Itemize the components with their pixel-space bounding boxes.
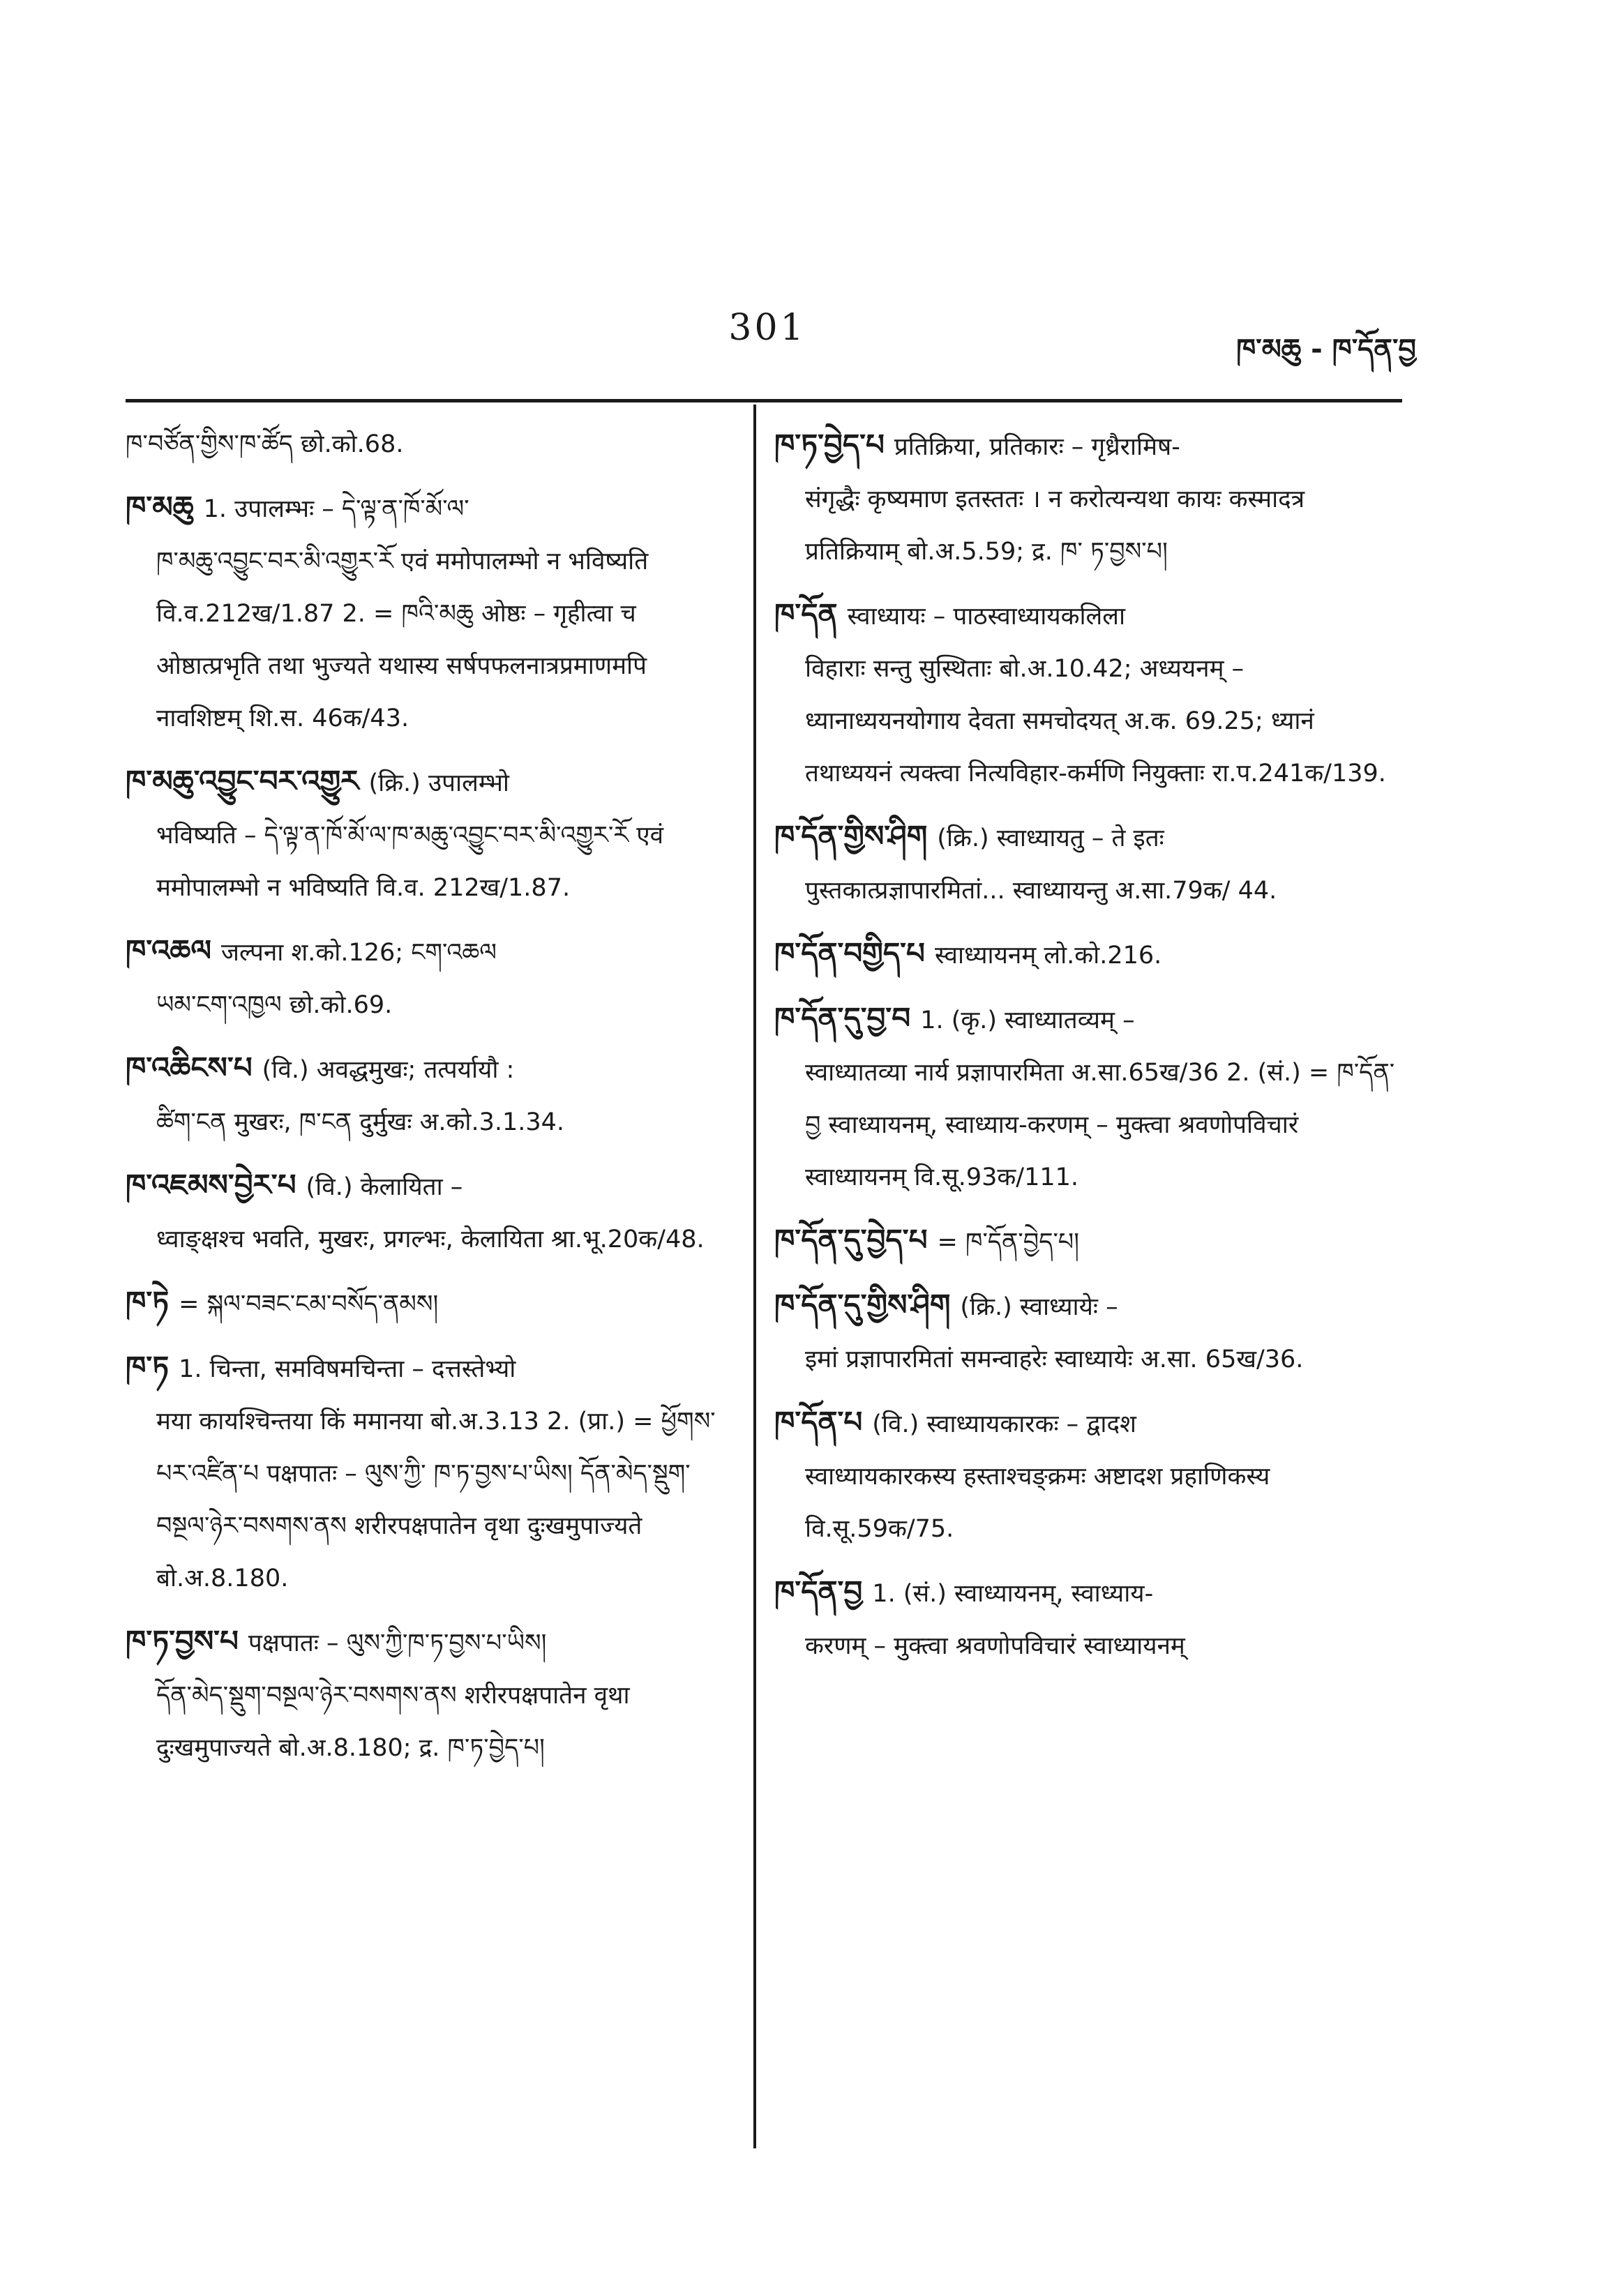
left-column [126, 419, 739, 1784]
definition-continuation: ཡམ་ངག་འཁྱལ छो.को.69. [156, 991, 393, 1019]
entry-first-line [774, 992, 1402, 1047]
headword: ཁ་དོན་དུ་བྱེད་པ [774, 1223, 928, 1257]
definition-start: (वि.) अवद्धमुखः; तत्पर्यायौ : [262, 1056, 515, 1084]
entry-first-line [774, 1214, 1402, 1269]
definition-continuation: संगृद्धैः कृष्यमाण इतस्ततः । न करोत्यन्यथा कायः कस्मादत्र प्रतिक्रियाम् बो.अ.5.59; द्र. ཁ་ ཏ་བྱས་པ། [805, 485, 1305, 566]
dictionary-entry [774, 1565, 1402, 1673]
dictionary-entry [126, 1341, 739, 1605]
headword: ཁ་དོན་པ [774, 1405, 863, 1439]
definition-continuation: विहाराः सन्तु सुस्थिताः बो.अ.10.42; अध्ययनम् – ध्यानाध्ययनयोगाय देवता समचोदयत् अ.क. 69.25; ध्यानं तथाध्ययनं त्यक्त्वा नित्यविहार-कर्मणि नियुक्ताः रा.प.241क/139. [805, 655, 1386, 788]
dictionary-entry [126, 1041, 739, 1149]
definition-start: जल्पना श.को.126; ངག་འཆལ [220, 939, 497, 967]
top-rule [126, 399, 1402, 402]
headword: ཁ་ཏེ [126, 1285, 170, 1319]
entry-first-line [126, 1615, 739, 1670]
definition-start: = ཁ་དོན་བྱེད་པ། [937, 1228, 1080, 1256]
entry-first-line [126, 924, 739, 979]
definition-continuation: ध्वाङ्क्षश्च भवति, मुखरः, प्रगल्भः, केलायिता श्रा.भू.20क/48. [156, 1226, 705, 1253]
headword: ཁ་དོན་བྱ [774, 1574, 863, 1608]
entry-first-line [774, 1396, 1402, 1451]
definition-continuation: पुस्तकात्प्रज्ञापारमितां... स्वाध्यायन्तु अ.सा.79क/ 44. [805, 877, 1277, 905]
headword: ཁ་དོན་བགྱིད་པ [774, 936, 925, 970]
definition-continuation: स्वाध्यातव्या नार्य प्रज्ञापारमिता अ.सा.65ख/36 2. (सं.) = ཁ་དོན་བྱ स्वाध्यायनम्, स्वाध्याय-करणम् – मुक्त्वा श्रवणोपविचारं स्वाध्यायनम् वि.सू.93क/111. [805, 1059, 1395, 1191]
definition-start: ཁ་བཙོན་གྱིས་ཁ་ཚོད छो.को.68. [126, 430, 404, 458]
headword: ཁ་མཆུ་འབྱུང་བར་འགྱུར [126, 764, 359, 798]
entry-first-line [774, 588, 1402, 643]
headword: ཁ་ཏ་བྱེད་པ [774, 428, 885, 462]
headword: ཁ་དོན་དུ་གྱིས་ཤིག [774, 1288, 951, 1322]
headword: ཁ་འཆལ [126, 933, 211, 967]
dictionary-entry [774, 992, 1402, 1204]
definition-continuation: དོན་མེད་སྡུག་བསྔལ་ཉེར་བསགས་ནས शरीरपक्षपातेन वृथा दुःखमुपाज्यते बो.अ.8.180; द्र. ཁ་ཏ་བྱེད་པ། [156, 1682, 630, 1762]
page-number: 301 [728, 307, 806, 349]
definition-continuation: मया कायश्चिन्तया किं ममानया बो.अ.3.13 2. (प्रा.) = ཕྱོགས་པར་འཛིན་པ पक्षपातः – ལུས་ཀྱི་ ཁ་ཏ་བྱས་པ་ཡིས། དོན་མེད་སྡུག་བསྔལ་ཉེར་བསགས་ནས शरीरपक्षपातेन वृथा दुःखमुपाज्यते बो.अ.8.180. [156, 1408, 716, 1592]
dictionary-entry [774, 419, 1402, 578]
definition-continuation: भविष्यति – དེ་ལྟ་ན་ཁོ་མོ་ལ་ཁ་མཆུ་འབྱུང་བར་མི་འགྱུར་རོ एवं ममोपालम्भो न भविष्यति वि.व. 212ख/1.87. [156, 822, 664, 902]
definition-start: स्वाध्यायनम् लो.को.216. [934, 942, 1162, 970]
headword: ཁ་ཏ་བྱས་པ [126, 1624, 239, 1658]
definition-start: 1. उपालम्भः – དེ་ལྟ་ན་ཁོ་མོ་ལ་ [203, 495, 469, 523]
definition-continuation: ཁ་མཆུ་འབྱུང་བར་མི་འགྱུར་རོ एवं ममोपालम्भो न भविष्यति वि.व.212ख/1.87 2. = ཁའི་མཆུ ओष्ठः – गृहीत्वा च ओष्ठात्प्रभृति तथा भुज्यते यथास्य सर्षपफलनात्रप्रमाणमपि नावशिष्टम् शि.स. 46क/43. [156, 548, 649, 732]
dictionary-entry [126, 1615, 739, 1775]
definition-start: = སྐལ་བཟང་ངམ་བསོད་ནམས། [179, 1290, 439, 1318]
entry-first-line [774, 1565, 1402, 1620]
running-head: ཁ་མཆུ - ཁ་དོན་བྱ [1236, 333, 1416, 366]
definition-start: (क्रि.) स्वाध्यायेः – [960, 1293, 1118, 1321]
entry-first-line [774, 810, 1402, 865]
definition-continuation: ཚིག་ངན मुखरः, ཁ་ངན दुर्मुखः अ.को.3.1.34. [156, 1108, 565, 1136]
definition-start: 1. चिन्ता, समविषमचिन्ता – दत्तस्तेभ्यो [179, 1355, 516, 1383]
column-divider [753, 405, 756, 2148]
definition-start: 1. (सं.) स्वाध्यायनम्, स्वाध्याय- [872, 1580, 1154, 1608]
dictionary-entry [126, 419, 739, 471]
headword: ཁ་དོན་གྱིས་ཤིག [774, 819, 928, 853]
definition-continuation: स्वाध्यायकारकस्य हस्ताश्चङ्क्रमः अष्टादश प्रहाणिकस्य वि.सू.59क/75. [805, 1463, 1270, 1543]
dictionary-entry [126, 924, 739, 1032]
dictionary-entry [774, 927, 1402, 982]
dictionary-entry [126, 1159, 739, 1266]
entry-first-line [126, 481, 739, 536]
dictionary-entry [126, 481, 739, 745]
definition-start: (वि.) स्वाध्यायकारकः – द्वादश [872, 1410, 1136, 1438]
right-column [774, 419, 1402, 1682]
headword: ཁ་ཏ [126, 1350, 170, 1384]
definition-start: स्वाध्यायः – पाठस्वाध्यायकलिला [847, 603, 1126, 631]
dictionary-entry [774, 1396, 1402, 1555]
headword: ཁ་མཆུ [126, 490, 194, 524]
definition-start: 1. (कृ.) स्वाध्यातव्यम् – [920, 1007, 1135, 1034]
definition-start: (वि.) केलायिता – [306, 1173, 463, 1201]
entry-first-line [774, 419, 1402, 474]
entry-first-line [126, 1276, 739, 1331]
dictionary-entry [774, 1279, 1402, 1386]
headword: ཁ་དོན་དུ་བྱ་བ [774, 1001, 911, 1035]
definition-continuation: इमां प्रज्ञापारमितां समन्वाहरेः स्वाध्यायेः अ.सा. 65ख/36. [805, 1346, 1304, 1373]
entry-first-line [126, 419, 739, 471]
definition-start: पक्षपातः – ལུས་ཀྱི་ཁ་ཏ་བྱས་པ་ཡིས། [248, 1629, 547, 1657]
entry-first-line [774, 1279, 1402, 1334]
dictionary-entry [126, 755, 739, 914]
entry-first-line [126, 1159, 739, 1214]
entry-first-line [126, 1041, 739, 1097]
entry-first-line [774, 927, 1402, 982]
headword: ཁ་འཇམས་བྱེར་པ [126, 1168, 296, 1202]
definition-continuation: करणम् – मुक्त्वा श्रवणोपविचारं स्वाध्यायनम् [805, 1632, 1185, 1660]
dictionary-entry [774, 810, 1402, 917]
entry-first-line [126, 1341, 739, 1396]
headword: ཁ་དོན [774, 597, 838, 631]
headword: ཁ་འཆིངས་པ [126, 1050, 253, 1085]
dictionary-entry [126, 1276, 739, 1331]
entry-first-line [126, 755, 739, 810]
dictionary-entry [774, 1214, 1402, 1269]
definition-start: (क्रि.) स्वाध्यायतु – ते इतः [937, 824, 1164, 852]
definition-start: प्रतिक्रिया, प्रतिकारः – गृध्रैरामिष- [894, 433, 1180, 461]
definition-start: (क्रि.) उपालम्भो [368, 769, 509, 797]
dictionary-entry [774, 588, 1402, 800]
